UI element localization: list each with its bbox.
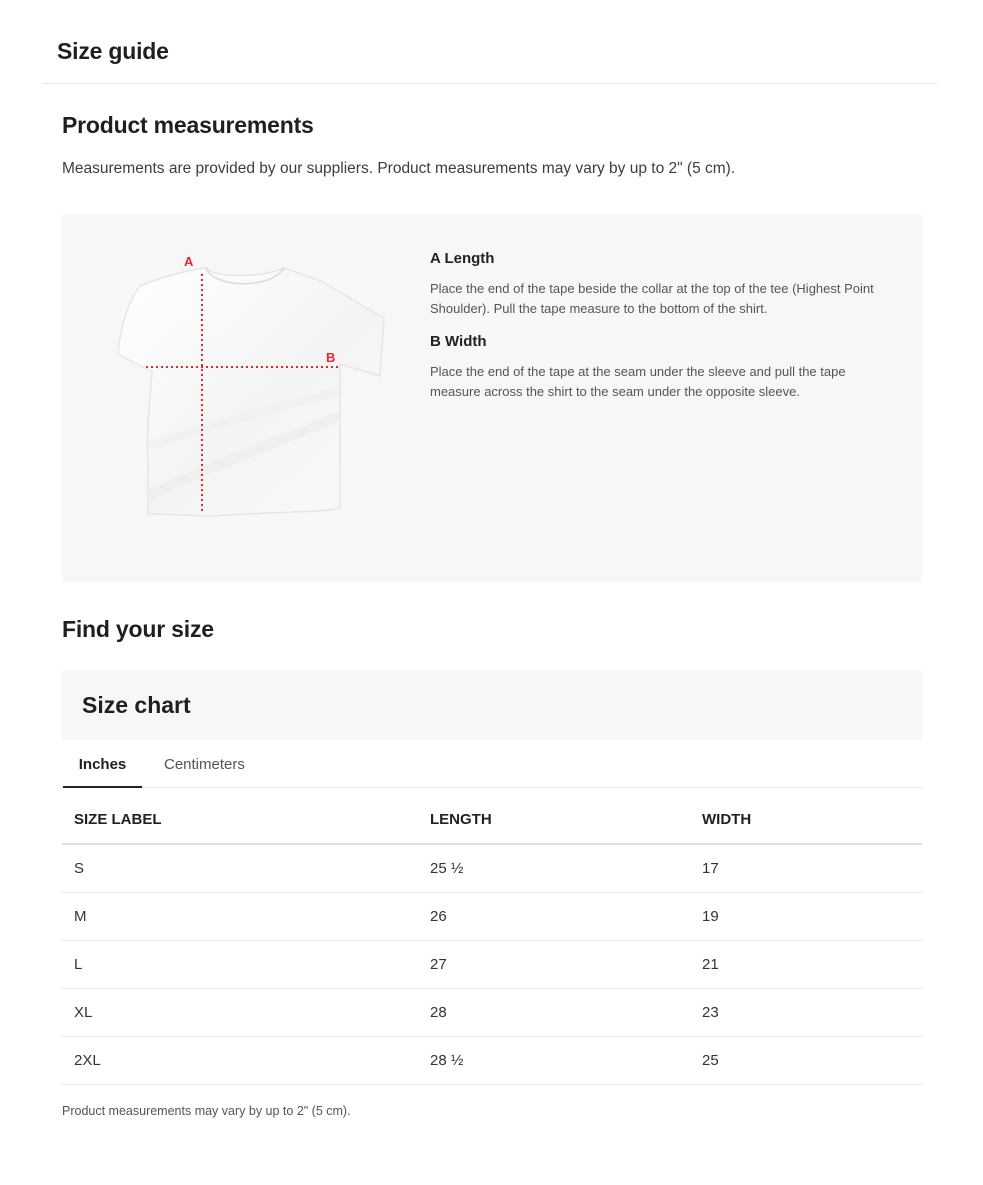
width-title: B Width [430,333,487,350]
table-row [62,892,922,940]
size-label-cell: M [62,892,430,940]
marker-a: A [184,254,194,269]
table-row [62,844,922,892]
tab-centimeters[interactable]: Centimeters [164,756,245,773]
length-cell: 26 [430,892,702,940]
column-header-size-label: SIZE LABEL [62,796,430,844]
length-cell: 25 ½ [430,844,702,892]
size-label-cell: 2XL [62,1036,430,1084]
marker-b: B [326,350,336,365]
size-chart-title: Size chart [82,692,191,718]
width-cell: 21 [702,940,922,988]
length-title: A Length [430,250,495,267]
width-cell: 25 [702,1036,922,1084]
measurement-descriptions [430,250,890,402]
size-table [62,796,922,1085]
measurement-footnote: Product measurements may vary by up to 2" (5 cm). [62,1104,351,1118]
tshirt-illustration [110,246,400,556]
width-cell: 23 [702,988,922,1036]
size-guide-header [43,0,937,84]
size-label-cell: L [62,940,430,988]
tab-inches[interactable]: Inches [63,740,142,788]
length-cell: 28 [430,988,702,1036]
length-description [430,250,890,319]
table-row [62,1036,922,1084]
table-header-row [62,796,922,844]
length-cell: 27 [430,940,702,988]
measurements-intro: Measurements are provided by our suppliers. Product measurements may vary by up to 2" (5 cm). [62,160,736,177]
size-label-cell: XL [62,988,430,1036]
length-cell: 28 ½ [430,1036,702,1084]
find-your-size-title: Find your size [62,616,214,642]
width-cell: 19 [702,892,922,940]
width-text: Place the end of the tape at the seam under the sleeve and pull the tape measure across the shirt to the seam under the opposite sleeve. [430,364,846,399]
page-title: Size guide [57,38,169,64]
length-text: Place the end of the tape beside the collar at the top of the tee (Highest Point Shoulder). Pull the tape measure to the bottom of the shirt. [430,281,874,316]
table-row [62,988,922,1036]
product-measurements-title: Product measurements [62,112,314,138]
measurement-panel [62,214,922,582]
size-chart-header [62,670,922,740]
column-header-width: WIDTH [702,796,922,844]
width-cell: 17 [702,844,922,892]
size-label-cell: S [62,844,430,892]
table-row [62,940,922,988]
width-description [430,333,890,402]
tshirt-diagram [110,246,400,556]
unit-tabs [62,740,922,788]
column-header-length: LENGTH [430,796,702,844]
